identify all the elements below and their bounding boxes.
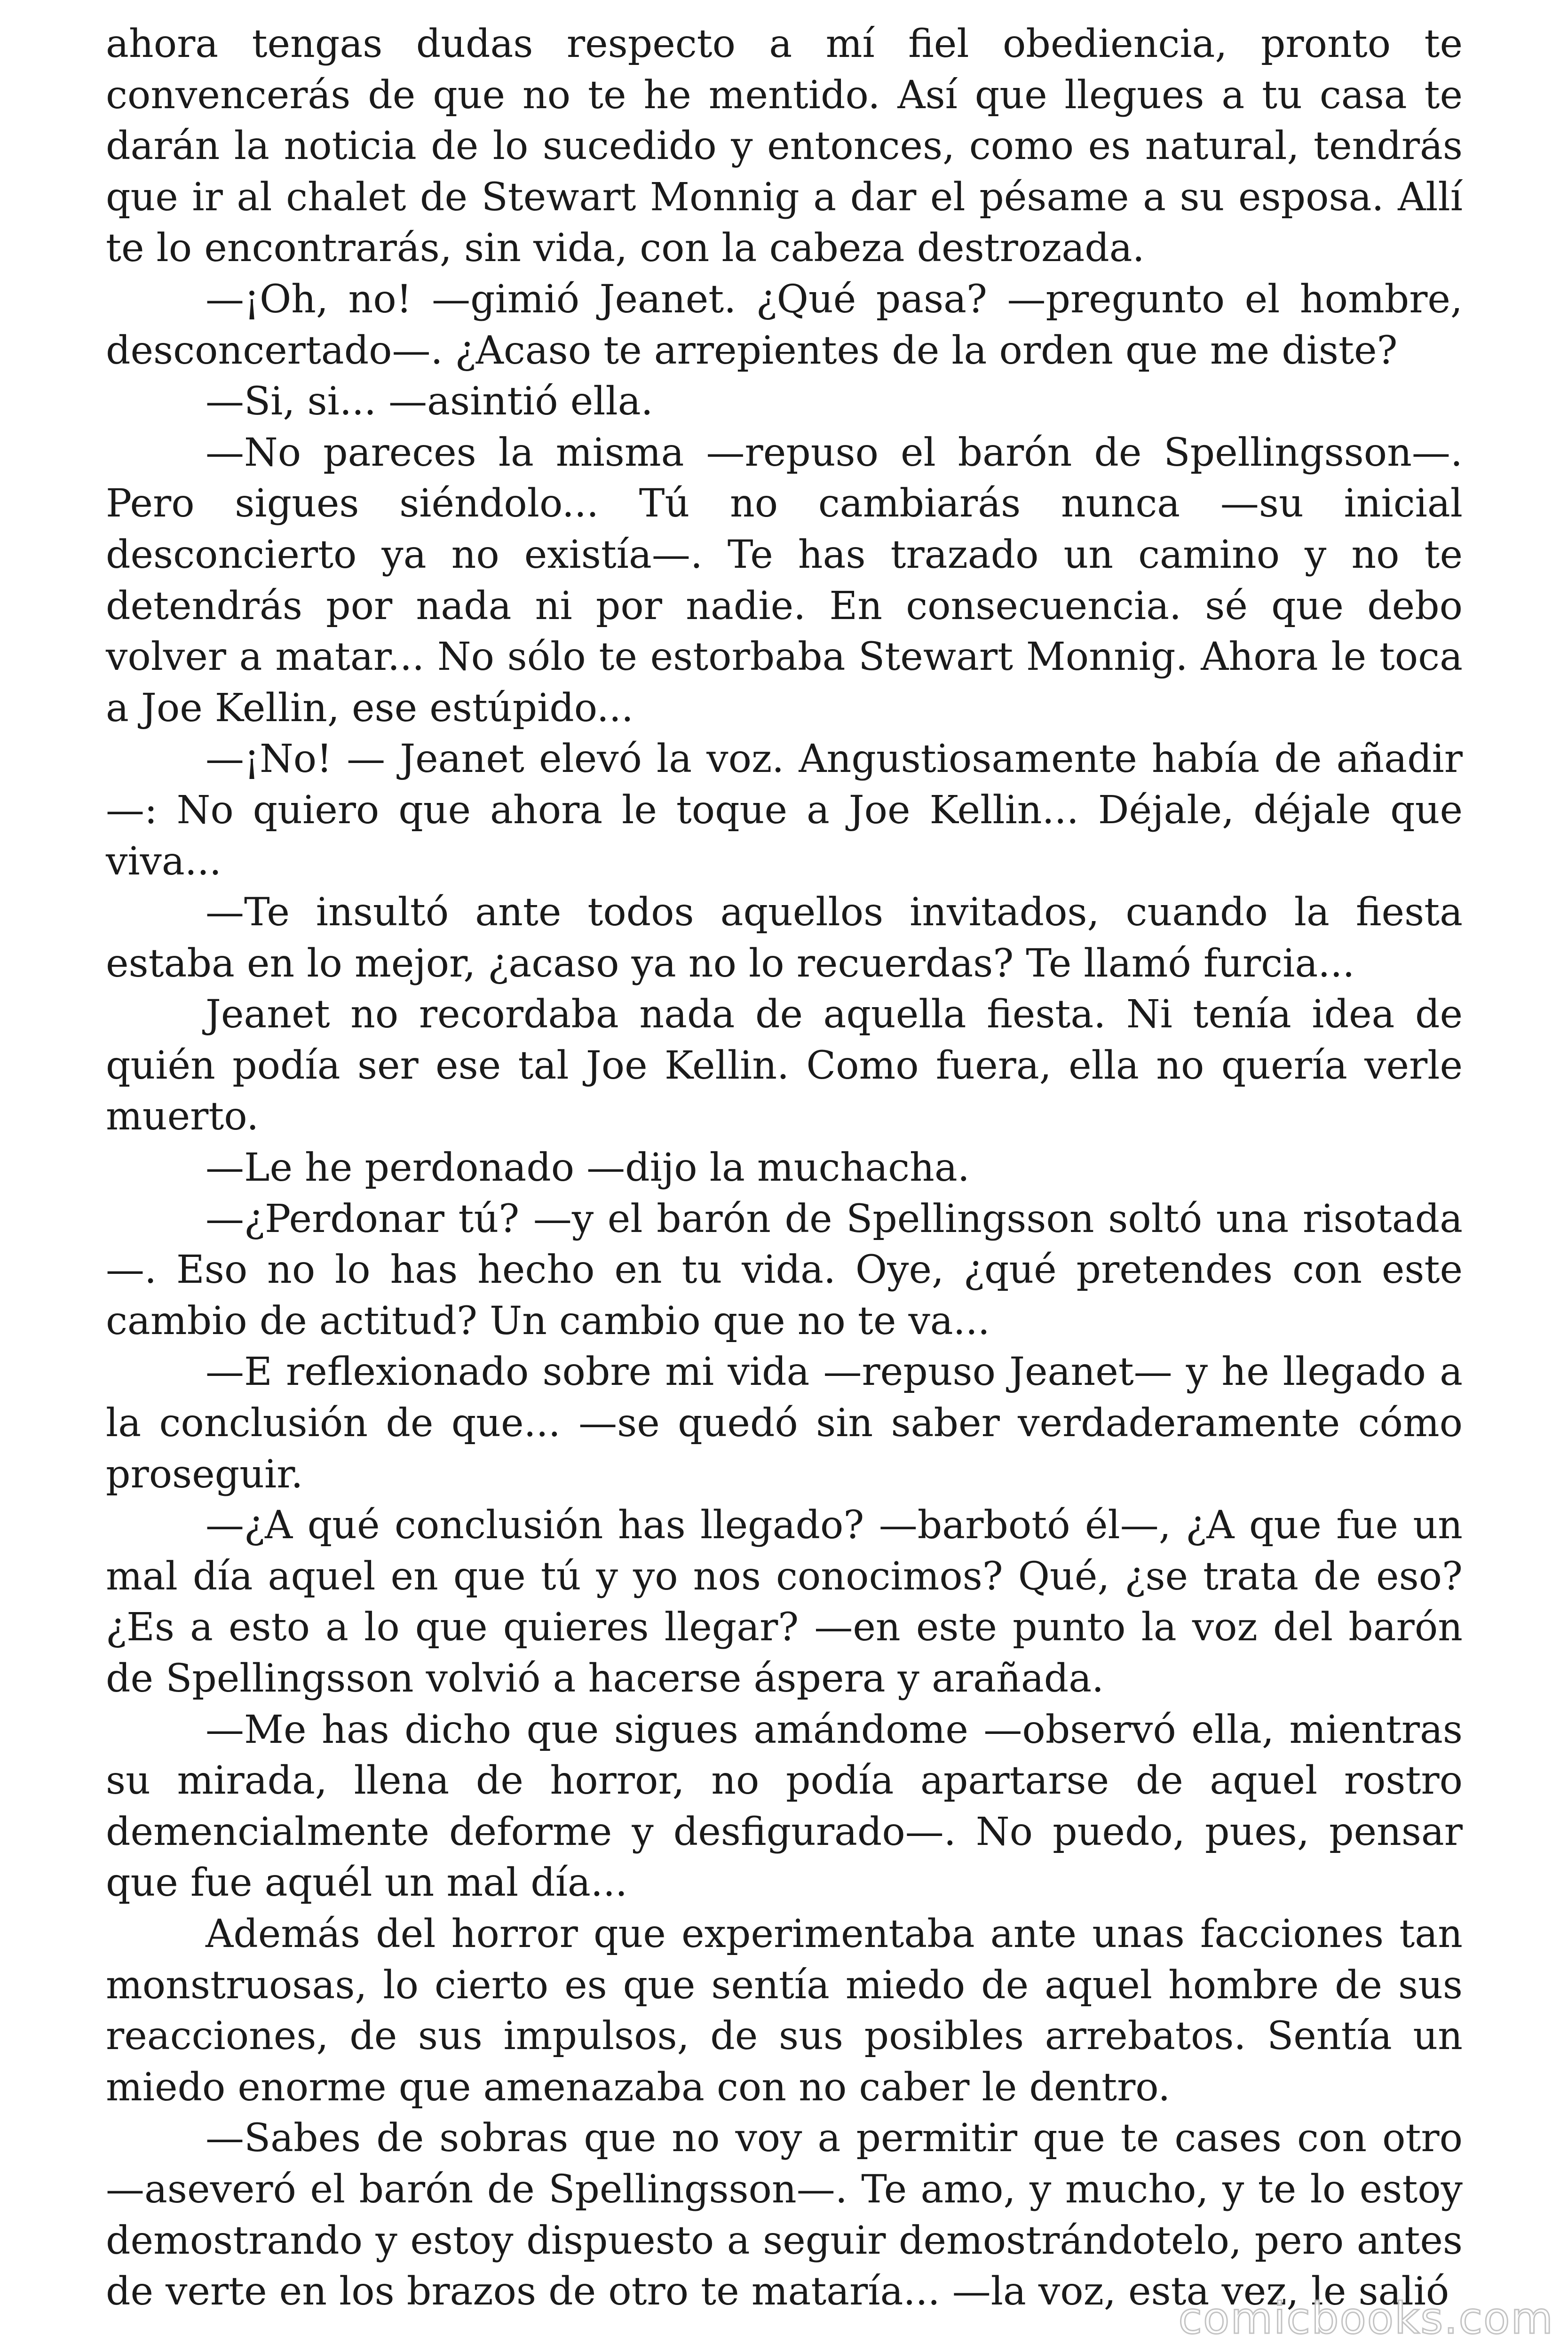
paragraph: —Te insultó ante todos aquellos invitados, cuando la fiesta estaba en lo mejor, ¿acaso ya no lo recuerdas? Te llamó furcia... [106, 890, 1463, 986]
document-page [106, 19, 1463, 2318]
paragraph: Jeanet no recordaba nada de aquella fiesta. Ni tenía idea de quién podía ser ese tal Joe Kellin. Como fuera, ella no quería verle muerto. [106, 992, 1463, 1139]
paragraph: —Sabes de sobras que no voy a permitir que te cases con otro —aseveró el barón de Spellingsson—. Te amo, y mucho, y te lo estoy demostrando y estoy dispuesto a seguir demostrándotelo, pero antes de verte en los brazos de otro te mataría... —la voz, esta vez, le salió [106, 2116, 1463, 2314]
paragraph: —¿A qué conclusión has llegado? —barbotó él—, ¿A que fue un mal día aquel en que tú y yo nos conocimos? Qué, ¿se trata de eso? ¿Es a esto a lo que quieres llegar? —en este punto la voz del barón de Spellingsson volvió a hacerse áspera y arañada. [106, 1503, 1463, 1701]
paragraph: —Si, si... —asintió ella. [206, 379, 653, 424]
paragraph: —¡No! — Jeanet elevó la voz. Angustiosamente había de añadir —: No quiero que ahora le toque a Joe Kellin... Déjale, déjale que viva... [106, 737, 1463, 884]
paragraph: ahora tengas dudas respecto a mí fiel obediencia, pronto te convencerás de que no te he mentido. Así que llegues a tu casa te darán la noticia de lo sucedido y entonces, como es natural, tendrás que ir al chalet de Stewart Monnig a dar el pésame a su esposa. Allí te lo encontrarás, sin vida, con la cabeza destrozada. [106, 22, 1463, 271]
paragraph: —¿Perdonar tú? —y el barón de Spellingsson soltó una risotada —. Eso no lo has hecho en tu vida. Oye, ¿qué pretendes con este cambio de actitud? Un cambio que no te va... [106, 1196, 1463, 1343]
watermark: comicbooks.com [1178, 2293, 1554, 2344]
paragraph: —¡Oh, no! —gimió Jeanet. ¿Qué pasa? —pregunto el hombre, desconcertado—. ¿Acaso te arrepientes de la orden que me diste? [106, 277, 1463, 373]
paragraph: Además del horror que experimentaba ante unas facciones tan monstruosas, lo cierto es que sentía miedo de aquel hombre de sus reacciones, de sus impulsos, de sus posibles arrebatos. Sentía un miedo enorme que amenazaba con no caber le dentro. [106, 1911, 1463, 2110]
paragraph: —Le he perdonado —dijo la muchacha. [206, 1145, 970, 1191]
paragraph: —No pareces la misma —repuso el barón de Spellingsson—. Pero sigues siéndolo... Tú no cambiarás nunca —su inicial desconcierto ya no existía—. Te has trazado un camino y no te detendrás por nada ni por nadie. En consecuencia. sé que debo volver a matar... No sólo te estorbaba Stewart Monnig. Ahora le toca a Joe Kellin, ese estúpido... [106, 430, 1463, 731]
paragraph: —E reflexionado sobre mi vida —repuso Jeanet— y he llegado a la conclusión de que... —se quedó sin saber verdaderamente cómo proseguir. [106, 1350, 1463, 1497]
paragraph: —Me has dicho que sigues amándome —observó ella, mientras su mirada, llena de horror, no podía apartarse de aquel rostro demencialmente deforme y desfigurado—. No puedo, pues, pensar que fue aquél un mal día... [106, 1707, 1463, 1906]
